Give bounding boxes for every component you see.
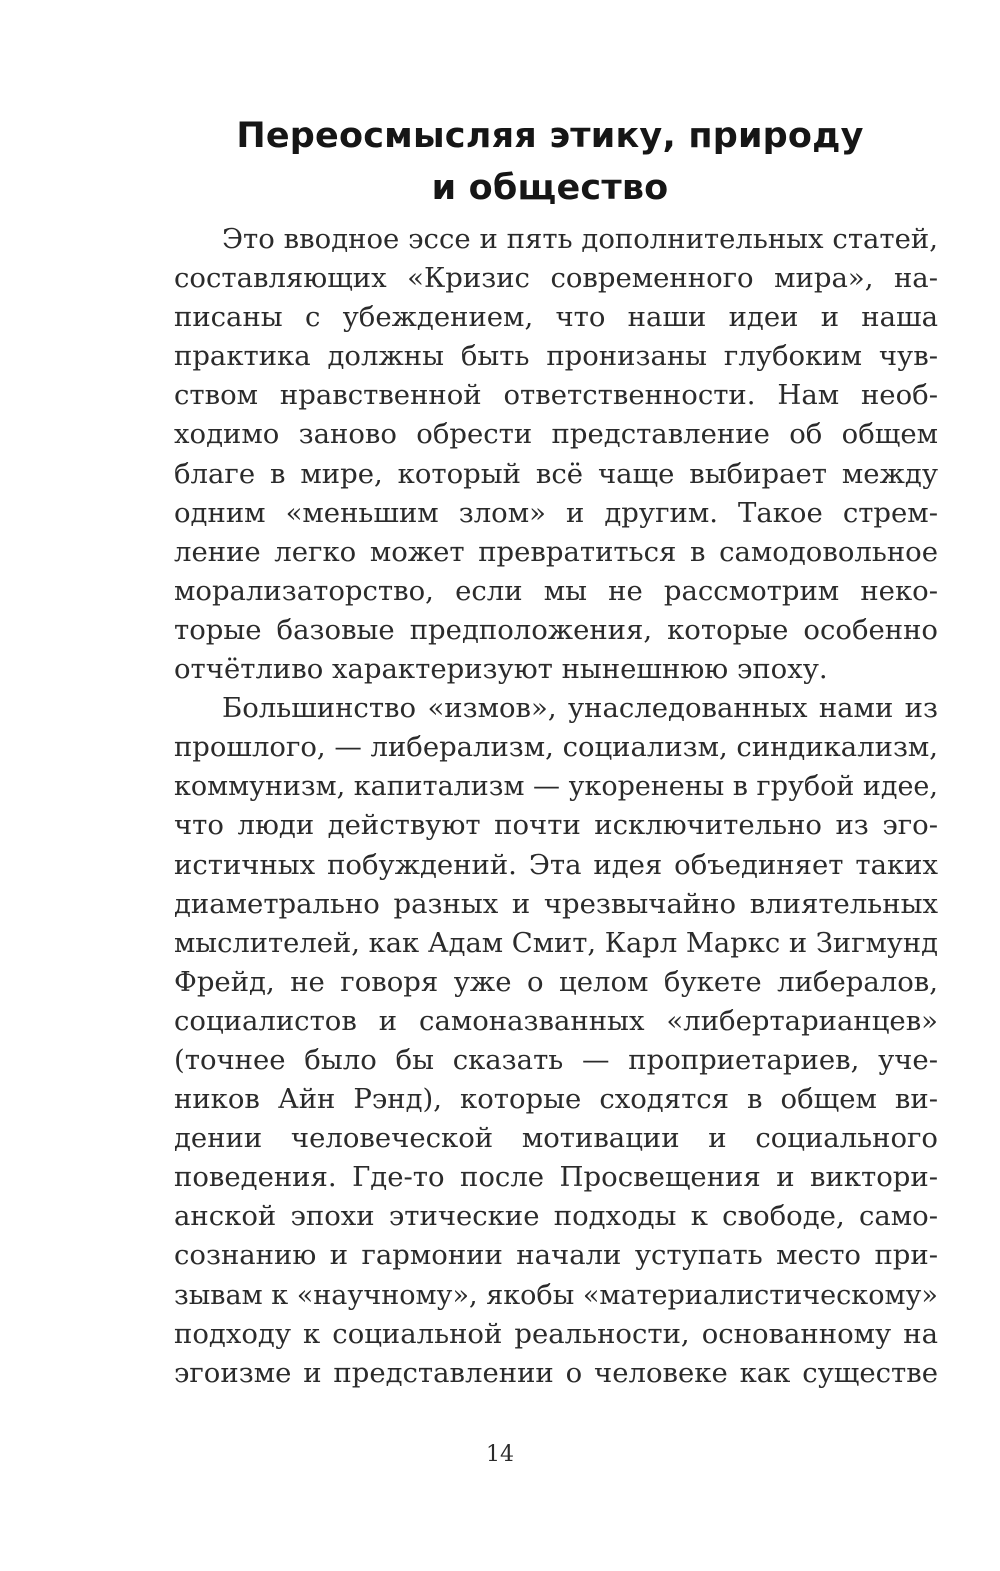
text-line: одним «меньшим злом» и другим. Такое стрем-: [174, 496, 938, 529]
text-line: эгоизме и представлении о человеке как существе: [174, 1356, 938, 1389]
text-line: мыслителей, как Адам Смит, Карл Маркс и Зигмунд: [174, 926, 939, 959]
text-line: поведения. Где-то после Просвещения и виктори-: [174, 1161, 938, 1194]
text-line: подходу к социальной реальности, основанному на: [174, 1317, 938, 1350]
chapter-heading: [120, 110, 980, 214]
text-line: что люди действуют почти исключительно из эго-: [174, 809, 938, 842]
text-line: зывам к «научному», якобы «материалистическому»: [174, 1278, 938, 1311]
chapter-heading-line-1: Переосмысляя этику, природу: [236, 116, 864, 156]
text-line: торые базовые предположения, которые особенно: [174, 613, 938, 646]
page-number: 14: [486, 1442, 514, 1467]
text-line: социалистов и самоназванных «либертарианцев»: [174, 1004, 938, 1037]
paragraph-1: [174, 220, 938, 689]
text-line: анской эпохи этические подходы к свободе, само-: [174, 1200, 938, 1233]
text-line: составляющих «Кризис современного мира», на-: [174, 262, 938, 295]
text-line: коммунизм, капитализм — укоренены в грубой идее,: [174, 770, 938, 803]
text-line: благе в мире, который всё чаще выбирает между: [174, 457, 938, 490]
paragraph-2: [174, 689, 938, 1393]
text-line: Фрейд, не говоря уже о целом букете либералов,: [174, 965, 938, 998]
text-line: ников Айн Рэнд), которые сходятся в общем ви-: [174, 1083, 938, 1116]
body-text: [174, 220, 938, 1393]
text-line: ление легко может превратиться в самодовольное: [174, 535, 938, 568]
text-line: Большинство «измов», унаследованных нами из: [222, 692, 938, 725]
text-line: истичных побуждений. Эта идея объединяет таких: [174, 848, 938, 881]
text-line: (точнее было бы сказать — проприетариев, уче-: [174, 1043, 938, 1076]
text-line: морализаторство, если мы не рассмотрим неко-: [174, 574, 938, 607]
text-line: писаны с убеждением, что наши идеи и наша: [174, 301, 938, 334]
text-line: прошлого, — либерализм, социализм, синдикализм,: [174, 731, 939, 764]
chapter-heading-line-2: и общество: [431, 168, 669, 208]
text-line: практика должны быть пронизаны глубоким чув-: [174, 340, 938, 373]
text-line: диаметрально разных и чрезвычайно влиятельных: [174, 887, 938, 920]
text-line: ством нравственной ответственности. Нам необ-: [174, 379, 938, 412]
text-line: дении человеческой мотивации и социального: [174, 1122, 938, 1155]
text-line: Это вводное эссе и пять дополнительных статей,: [222, 223, 938, 255]
text-line: сознанию и гармонии начали уступать место при-: [174, 1239, 938, 1272]
text-line: отчётливо характеризуют нынешнюю эпоху.: [174, 653, 828, 686]
text-line: ходимо заново обрести представление об общем: [174, 418, 938, 451]
